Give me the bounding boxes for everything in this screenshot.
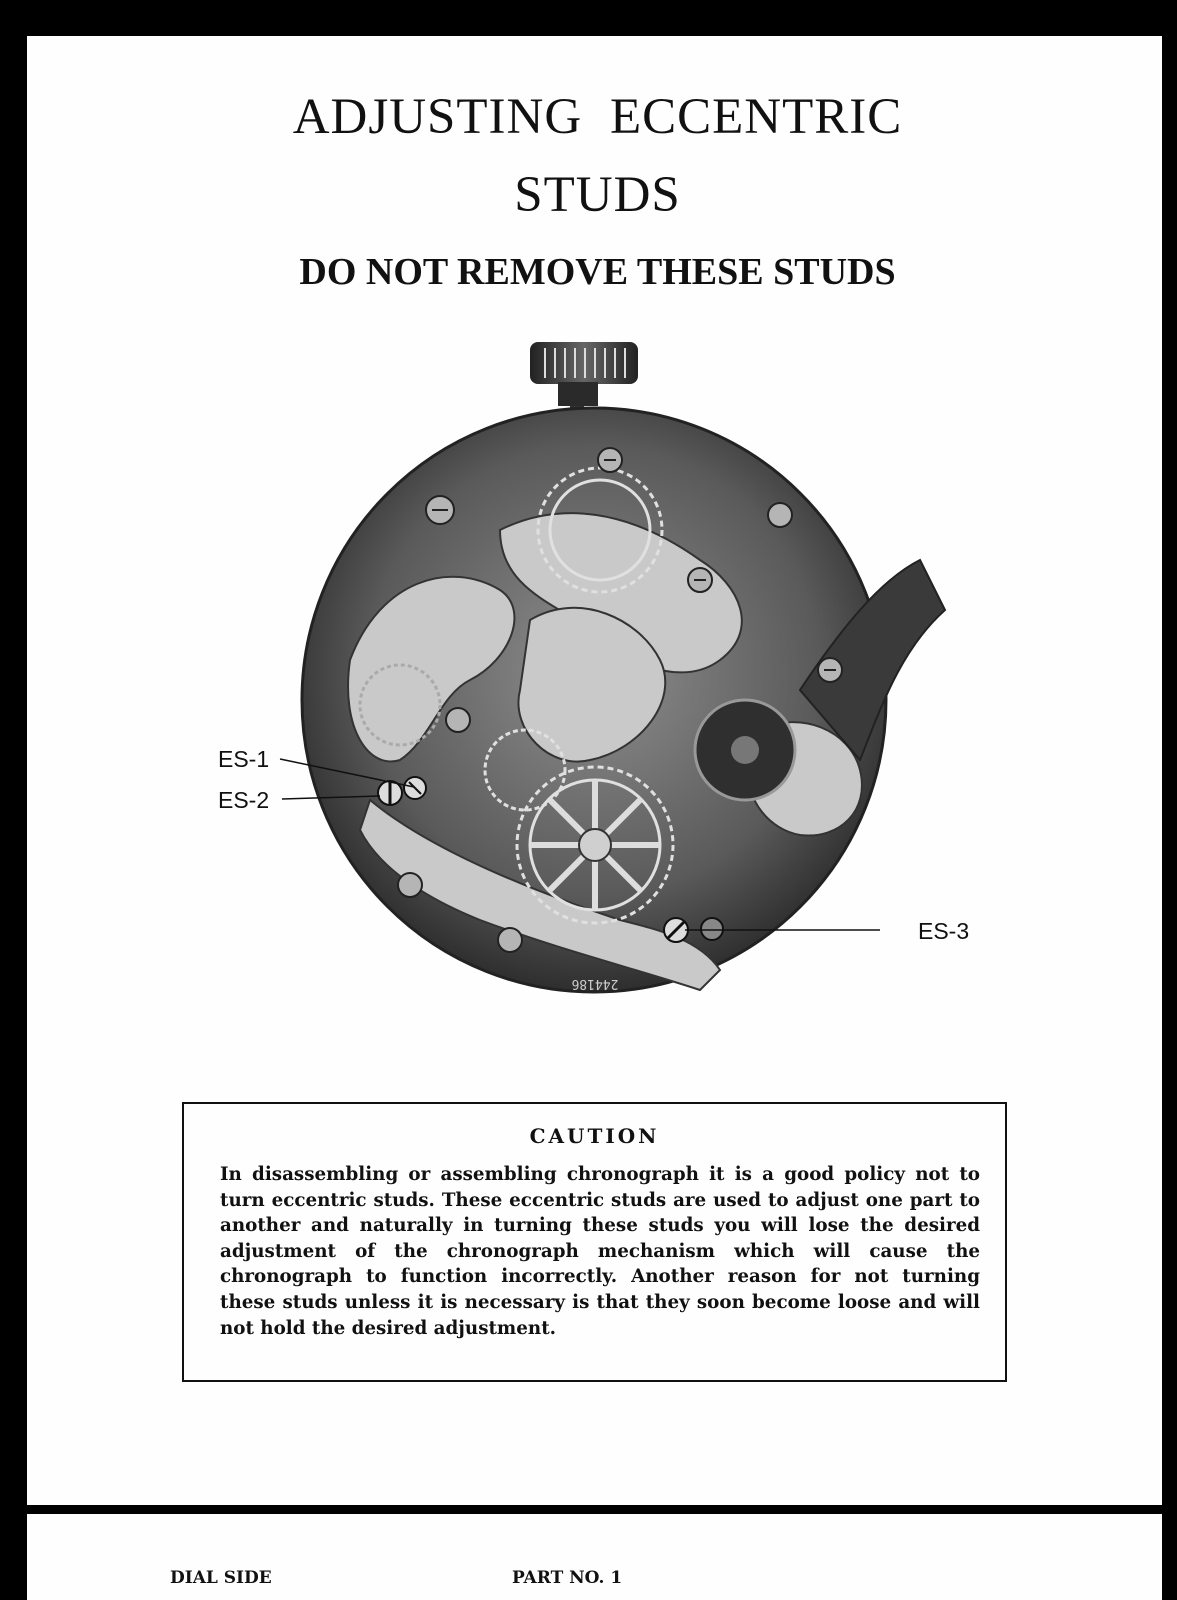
callout-label-es2: ES-2 bbox=[218, 787, 270, 813]
caution-box bbox=[182, 1102, 1007, 1382]
caution-body: In disassembling or assembling chronograph it is a good policy not to turn eccentric studs. These eccentric studs are used to adjust one part to another and naturally in turning these studs you will lose the desired adjustment of the chronograph mechanism which will cause the chronograph to function incorrectly. Another reason for not turning these studs unless it is necessary is that they soon become loose and will not hold the desired adjustment. bbox=[220, 1164, 980, 1339]
callout-label-es1: ES-1 bbox=[218, 746, 270, 772]
footer-dial-side: DIAL SIDE bbox=[170, 1568, 272, 1588]
chronograph-movement-diagram bbox=[200, 330, 1000, 1030]
eccentric-stud-es2 bbox=[378, 781, 402, 805]
page-title-line-1: ADJUSTING ECCENTRIC bbox=[292, 89, 903, 145]
page-subtitle: DO NOT REMOVE THESE STUDS bbox=[299, 251, 896, 293]
eccentric-stud-es1 bbox=[404, 777, 426, 799]
footer-part-number: PART NO. 1 bbox=[512, 1568, 623, 1588]
movement-serial-number: 244186 bbox=[571, 976, 619, 991]
page-title-line-2: STUDS bbox=[514, 167, 681, 223]
caution-heading: CAUTION bbox=[529, 1124, 660, 1148]
callout-label-es3: ES-3 bbox=[918, 918, 970, 944]
